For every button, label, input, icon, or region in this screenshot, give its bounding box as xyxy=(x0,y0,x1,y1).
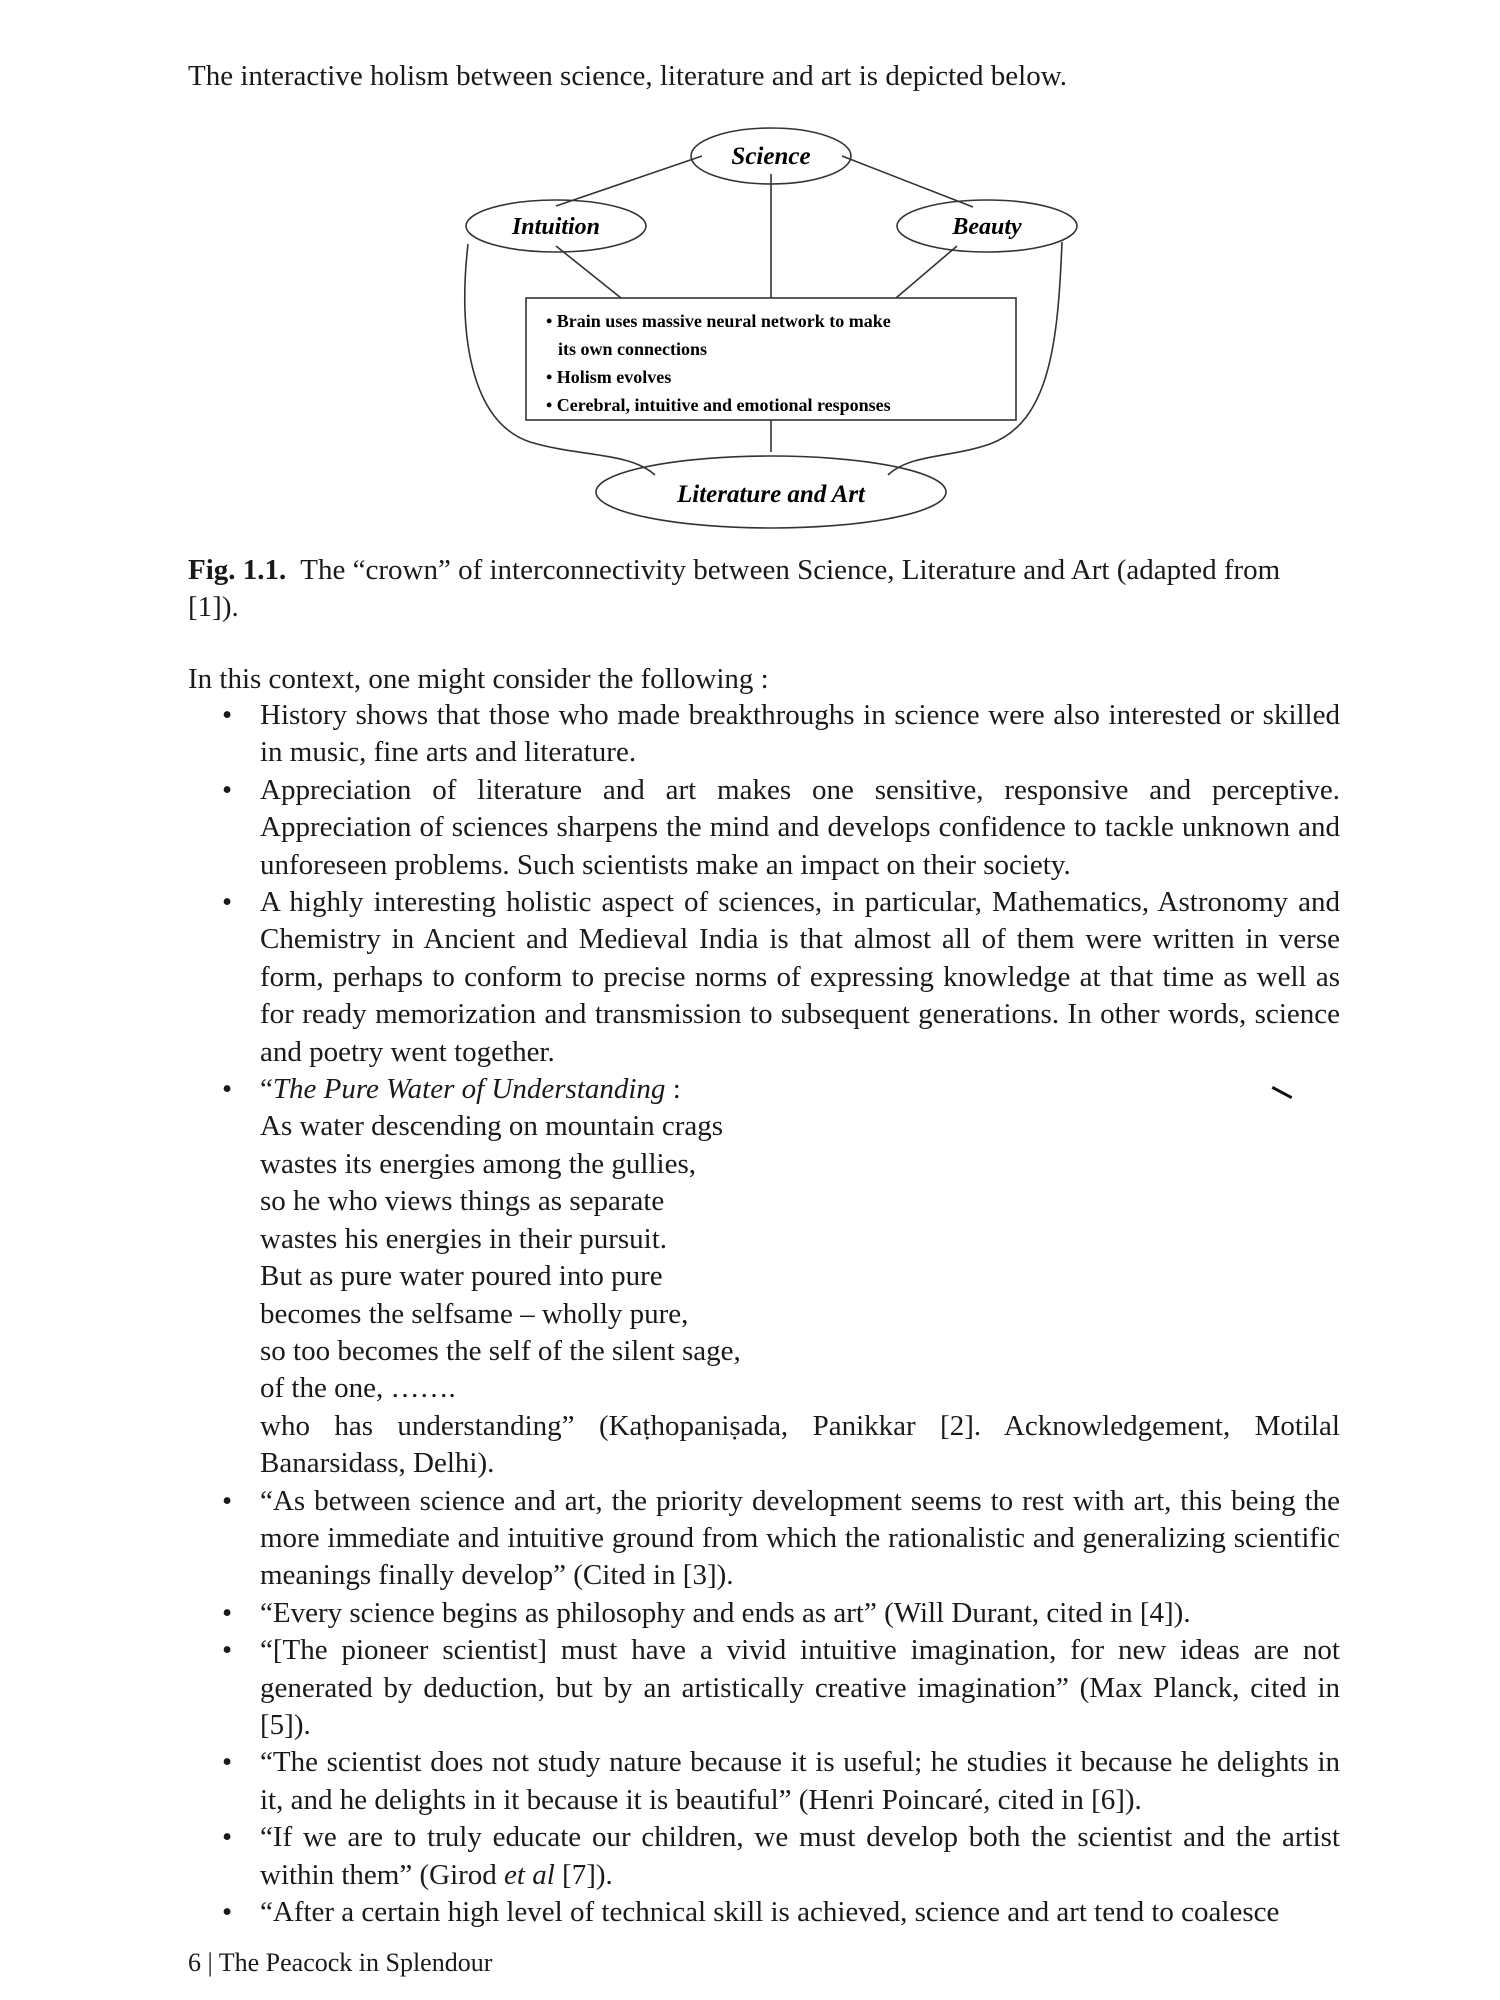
point-10-text: “After a certain high level of technical skill is achieved, science and art tend to coalesce xyxy=(260,1896,1280,1928)
list-item xyxy=(188,1894,1340,1931)
list-item xyxy=(188,884,1340,1071)
literature-art-label: Literature and Art xyxy=(677,481,865,508)
beauty-label: Beauty xyxy=(952,214,1022,240)
box-line-3: • Holism evolves xyxy=(546,367,672,387)
et-al-italic: et al xyxy=(504,1858,555,1891)
point-1-text: History shows that those who made breakthroughs in science were also interested or skilled in music, fine arts and literature. xyxy=(260,699,1340,769)
verse-line: so too becomes the self of the silent sage, xyxy=(260,1334,741,1367)
points-list xyxy=(188,697,1340,1931)
figure-label: Fig. 1.1. xyxy=(188,554,287,586)
point-3-text: A highly interesting holistic aspect of sciences, in particular, Mathematics, Astronomy and Chemistry in Ancient and Medieval India is that almost all of them were written in verse form, perhaps to conform to precise norms of expressing knowledge at that time as well as for ready memorization and transmission to subsequent generations. In other words, science and poetry went together. xyxy=(260,886,1340,1068)
point-5-text: “As between science and art, the priority development seems to rest with art, this being the more immediate and intuitive ground from which the rationalistic and generalizing scientific meanings finally develop” (Cited in [3]). xyxy=(260,1484,1340,1592)
edge-intuition-literature xyxy=(465,244,655,475)
poem-closing: who has understanding” (Kaṭhopaniṣada, Panikkar [2]. Acknowledgement, Motilal Banarsidass, Delhi). xyxy=(260,1409,1340,1480)
figure-caption-text: The “crown” of interconnectivity between Science, Literature and Art (adapted from [1]). xyxy=(188,554,1281,623)
bullet: • xyxy=(222,1484,233,1517)
box-line-1: • Brain uses massive neural network to make xyxy=(546,311,891,331)
poem-title-italic: The Pure Water of Understanding xyxy=(272,1073,666,1106)
intuition-label: Intuition xyxy=(511,214,601,240)
poem-title: “The Pure Water of Understanding : xyxy=(260,1073,681,1106)
bullet: • xyxy=(222,886,233,919)
list-item xyxy=(188,1819,1340,1894)
list-item xyxy=(188,697,1340,772)
list-item xyxy=(188,1595,1340,1632)
verse-line: so he who views things as separate xyxy=(260,1185,665,1218)
edge-science-intuition xyxy=(556,156,702,206)
list-item xyxy=(188,1071,1340,1482)
crown-diagram xyxy=(430,122,1110,532)
context-text: In this context, one might consider the following : xyxy=(188,663,769,695)
point-8-text: “The scientist does not study nature because it is useful; he studies it because he delights in it, and he delights in it because it is beautiful” (Henri Poincaré, cited in [6]). xyxy=(260,1746,1340,1816)
point-7-text: “[The pioneer scientist] must have a vivid intuitive imagination, for new ideas are not generated by deduction, but by an artistically creative imagination” (Max Planck, cited in [5]). xyxy=(260,1634,1340,1741)
bullet: • xyxy=(222,699,233,731)
verse-line: wastes its energies among the gullies, xyxy=(260,1147,696,1180)
bullet: • xyxy=(222,1821,233,1854)
verse-line: But as pure water poured into pure xyxy=(260,1260,663,1293)
point-6-text: “Every science begins as philosophy and ends as art” (Will Durant, cited in [4]). xyxy=(260,1596,1191,1629)
verse-line: wastes his energies in their pursuit. xyxy=(260,1222,668,1255)
verse-line: becomes the selfsame – wholly pure, xyxy=(260,1297,689,1330)
list-item xyxy=(188,1744,1340,1819)
point-9-text: “If we are to truly educate our children, we must develop both the scientist and the artist within them” (Girod et al [7]). xyxy=(260,1821,1340,1891)
point-2-text: Appreciation of literature and art makes one sensitive, responsive and perceptive. Appreciation of sciences sharpens the mind and develops confidence to tackle unknown and unforeseen problems. Such scientists make an impact on their society. xyxy=(260,773,1340,881)
box-line-2: its own connections xyxy=(558,339,708,359)
edge-science-beauty xyxy=(842,156,973,207)
edge-beauty-box xyxy=(896,246,957,298)
box-line-4: • Cerebral, intuitive and emotional responses xyxy=(546,395,891,415)
bullet: • xyxy=(222,1596,233,1629)
bullet: • xyxy=(222,1746,233,1779)
edge-beauty-literature xyxy=(888,242,1062,475)
bullet: • xyxy=(222,1634,233,1667)
edge-intuition-box xyxy=(556,246,621,298)
verse-line: of the one, ……. xyxy=(260,1372,456,1405)
page-footer: 6 | The Peacock in Splendour xyxy=(188,1948,493,1977)
science-label: Science xyxy=(731,143,811,170)
list-item xyxy=(188,1483,1340,1595)
figure-caption xyxy=(188,552,1338,626)
intro-text: The interactive holism between science, literature and art is depicted below. xyxy=(188,60,1068,92)
list-item xyxy=(188,1632,1340,1744)
list-item xyxy=(188,772,1340,884)
bullet: • xyxy=(222,1073,233,1106)
bullet: • xyxy=(222,1896,233,1928)
verse-line: As water descending on mountain crags xyxy=(260,1110,724,1143)
bullet: • xyxy=(222,773,233,806)
